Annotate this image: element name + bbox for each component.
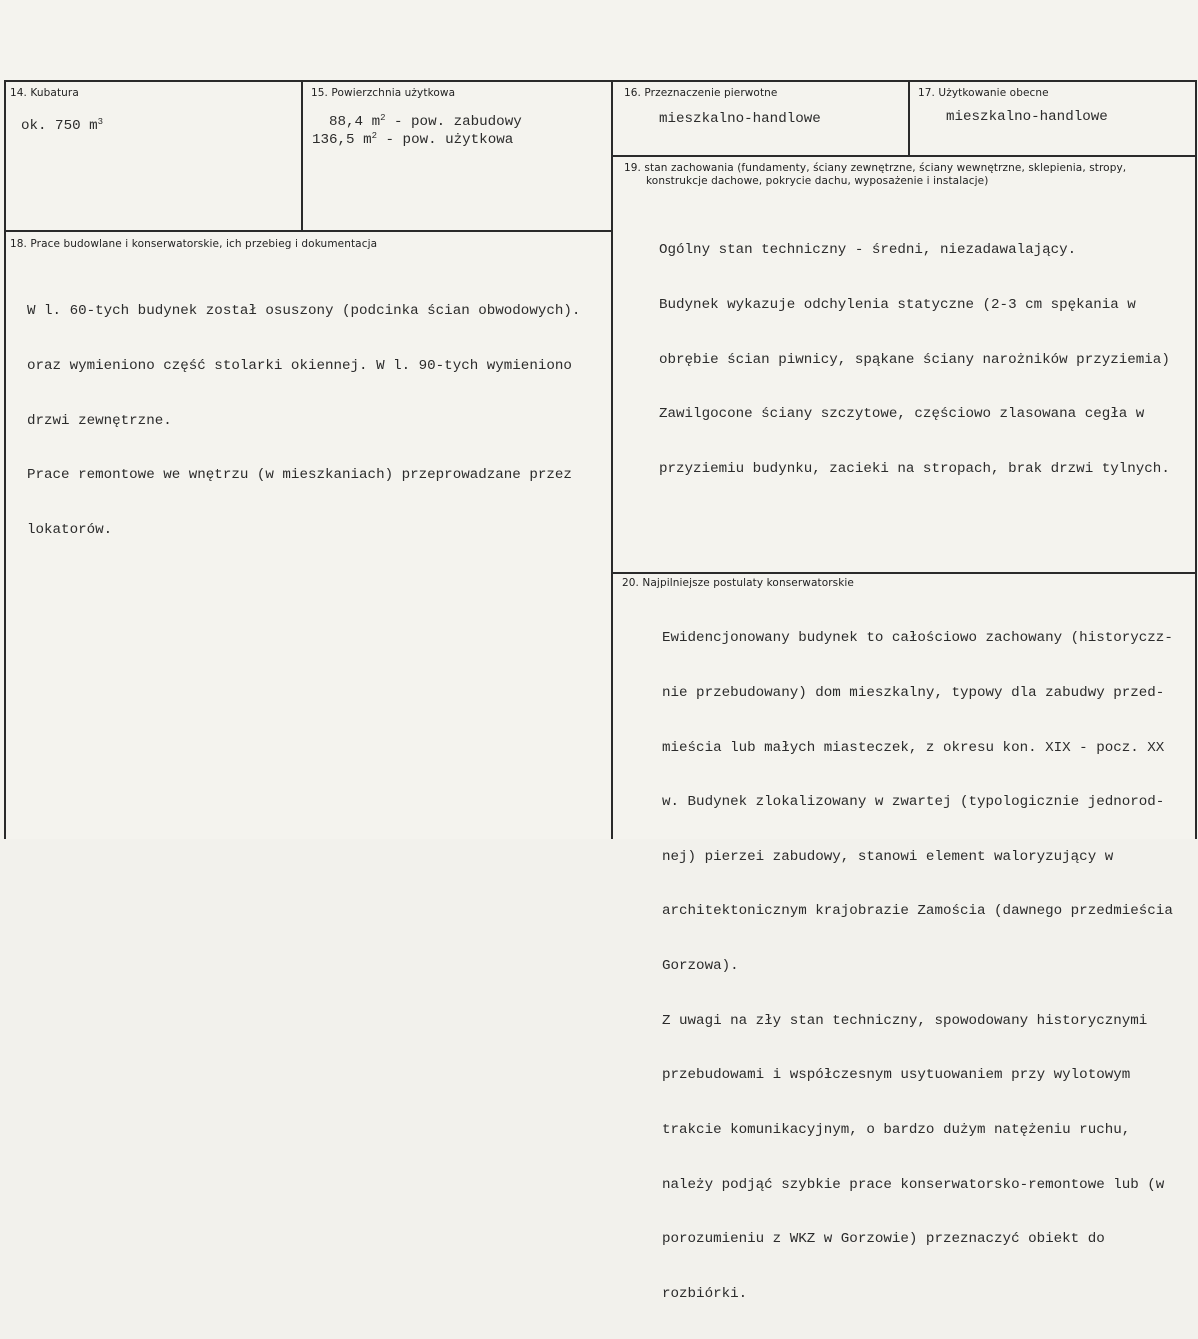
field-18-line: drzwi zewnętrzne.	[27, 412, 172, 429]
field-15-line-1-a: 88,4 m	[329, 114, 381, 130]
field-19-line: Ogólny stan techniczny - średni, niezadawalający.	[659, 242, 1077, 259]
field-20-line: należy podjąć szybkie prace konserwatorsko-remontowe lub (w	[662, 1176, 1165, 1193]
field-19-line: obrębie ścian piwnicy, spąkane ściany narożników przyziemia)	[659, 351, 1170, 368]
field-20-line: nie przebudowany) dom mieszkalny, typowy dla zabudwy przed-	[662, 685, 1165, 702]
field-14-value-sup: 3	[97, 117, 104, 127]
field-18-text	[27, 266, 580, 575]
field-19-line: przyziemiu budynku, zacieki na stropach, brak drzwi tylnych.	[659, 460, 1170, 477]
field-19-line: Zawilgocone ściany szczytowe, częściowo zlasowana cegła w	[659, 406, 1145, 423]
field-15-line-2-a: 136,5 m	[312, 132, 372, 148]
field-20-line: Ewidencjonowany budynek to całościowo zachowany (historyczz-	[662, 630, 1173, 647]
right-top-rule	[612, 155, 1196, 157]
field-18-line: W l. 60-tych budynek został osuszony (podcinka ścian obwodowych).	[27, 303, 581, 320]
field-15-line-2-sup: 2	[371, 131, 378, 141]
field-18-line: lokatorów.	[27, 521, 113, 538]
field-14-value	[21, 117, 103, 135]
field-20-line: w. Budynek zlokalizowany w zwartej (typologicznie jednorod-	[662, 794, 1165, 811]
field-19-label-line-2: konstrukcje dachowe, pokrycie dachu, wyposażenie i instalacje)	[646, 175, 989, 187]
field-20-line: przebudowami i współczesnym usytuowaniem przy wylotowym	[662, 1067, 1131, 1084]
field-14-label: 14. Kubatura	[10, 87, 79, 99]
col-divider-15	[301, 80, 303, 231]
right-edge-rule	[1195, 80, 1197, 839]
field-16-value: mieszkalno-handlowe	[659, 111, 821, 127]
field-18-label: 18. Prace budowlane i konserwatorskie, ich przebieg i dokumentacja	[10, 238, 378, 250]
left-edge-rule	[4, 80, 6, 839]
field-17-label: 17. Użytkowanie obecne	[918, 87, 1049, 99]
field-17-value: mieszkalno-handlowe	[946, 109, 1108, 125]
field-19-line: Budynek wykazuje odchylenia statyczne (2-3 cm spękania w	[659, 297, 1136, 314]
field-16-label: 16. Przeznaczenie pierwotne	[624, 87, 778, 99]
field-18-line: Prace remontowe we wnętrzu (w mieszkaniach) przeprowadzane przez	[27, 467, 572, 484]
field-15-line-1-sup: 2	[380, 113, 386, 123]
field-20-line: Z uwagi na zły stan techniczny, spowodowany historycznymi	[662, 1012, 1148, 1029]
field-20-line: nej) pierzei zabudowy, stanowi element waloryzujący w	[662, 848, 1114, 865]
field-20-line: rozbiórki.	[662, 1285, 748, 1302]
center-divider	[611, 80, 613, 839]
field-20-line: mieścia lub małych miasteczek, z okresu kon. XIX - pocz. XX	[662, 739, 1165, 756]
field-20-line: trakcie komunikacyjnym, o bardzo dużym natężeniu ruchu,	[662, 1121, 1131, 1138]
field-14-value-text: ok. 750 m	[21, 118, 98, 134]
field-15-label: 15. Powierzchnia użytkowa	[311, 87, 456, 99]
col-divider-17	[908, 80, 910, 156]
field-15-line-2-b: - pow. użytkowa	[377, 132, 514, 148]
field-15-line-2	[312, 131, 513, 149]
field-20-label: 20. Najpilniejsze postulaty konserwatorskie	[622, 577, 854, 589]
field-15-line-1	[329, 113, 522, 131]
field-18-line: oraz wymieniono część stolarki okiennej. W l. 90-tych wymieniono	[27, 358, 572, 375]
left-mid-rule	[4, 230, 612, 232]
top-rule	[4, 80, 1196, 82]
field-20-line: Gorzowa).	[662, 958, 739, 975]
field-15-line-1-b: - pow. zabudowy	[385, 114, 522, 130]
right-mid-rule	[612, 572, 1196, 574]
field-20-line: porozumieniu z WKZ w Gorzowie) przeznaczyć obiekt do	[662, 1231, 1105, 1248]
field-19-label-line-1: 19. stan zachowania (fundamenty, ściany zewnętrzne, ściany wewnętrzne, sklepienia, stropy,	[624, 162, 1127, 174]
field-20-line: architektonicznym krajobrazie Zamościa (dawnego przedmieścia	[662, 903, 1173, 920]
field-20-text	[662, 593, 1173, 1339]
field-19-text	[659, 205, 1170, 514]
